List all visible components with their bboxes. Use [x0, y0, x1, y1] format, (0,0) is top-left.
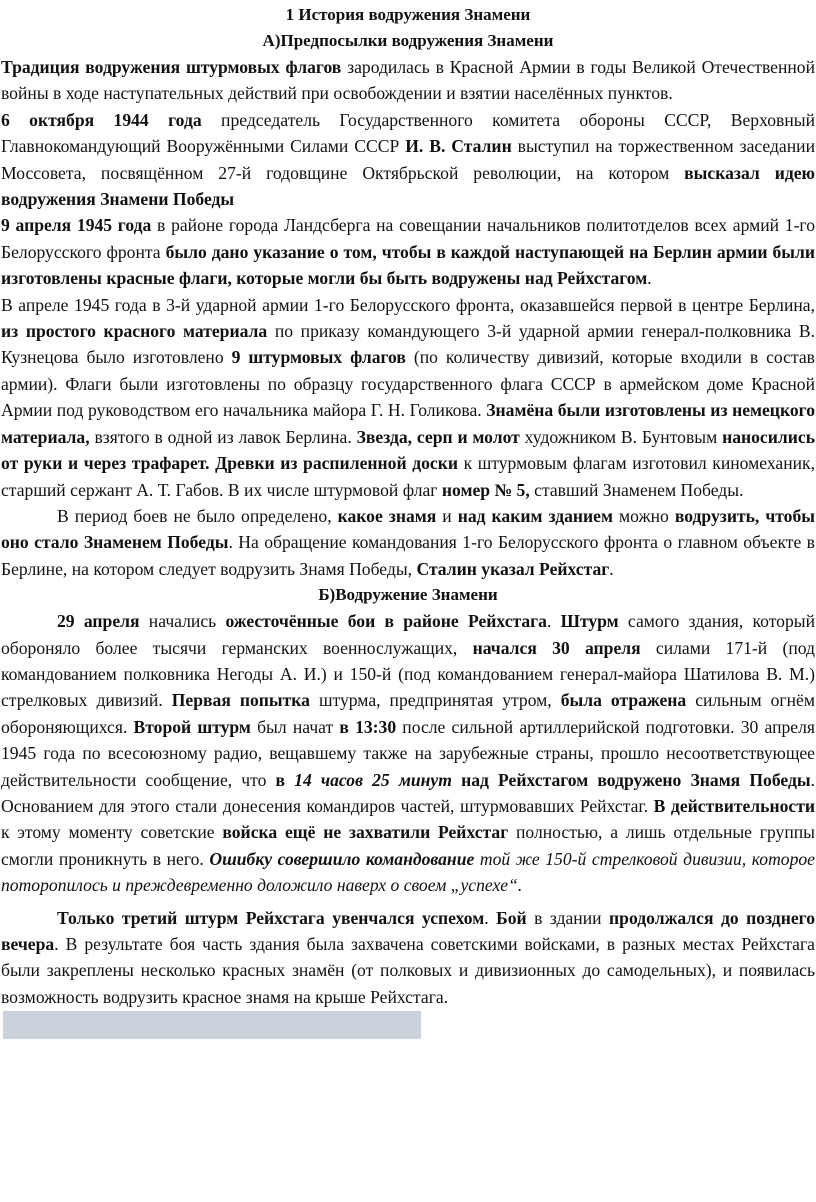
- paragraph-april-1945: 9 апреля 1945 года в районе города Ландсберга на совещании начальников политотделов всех армий 1-го Белорусского фронта было дано указание о том, чтобы в каждой наступающей на Берлин армии были изготовлены красные флаги, которые могли бы быть водружены над Рейхстагом.: [1, 215, 816, 289]
- section-a-heading: А)Предпосылки водружения Знамени: [262, 31, 554, 50]
- paragraph-third-assault: Только третий штурм Рейхстага увенчался успехом. Бой в здании продолжался до позднего вечера. В результате боя часть здания была захвачена советскими войсками, в разных местах Рейхстага были закреплены несколько красных знамён (от полковых и дивизионных до самодельных), и появилась возможность водрузить красное знамя на крыше Рейхстага.: [1, 907, 816, 1007]
- paragraph-flags-made: В апреле 1945 года в 3-й ударной армии 1-го Белорусского фронта, оказавшейся первой в центре Берлина, из простого красного материала по приказу командующего 3-й ударной армии генерал-полковника В. Кузнецова было изготовлено 9 штурмовых флагов (по количеству дивизий, которые входили в состав армии). Флаги были изготовлены по образцу государственного флага СССР в армейском доме Красной Армии под руководством его начальника майора Г. Н. Голикова. Знамёна были изготовлены из немецкого материала, взятого в одной из лавок Берлина. Звезда, серп и молот художником В. Бунтовым наносились от руки и через трафарет. Древки из распиленной доски к штурмовым флагам изготовил киномеханик, старший сержант А. Т. Габов. В их числе штурмовой флаг номер № 5, ставший Знаменем Победы.: [1, 294, 815, 500]
- paragraph-tradition: Традиция водружения штурмовых флагов зародилась в Красной Армии в годы Великой Отечественной войны в ходе наступательных действий при освобождении и взятии населённых пунктов.: [1, 57, 815, 104]
- paragraph-which-banner: В период боев не было определено, какое знамя и над каким зданием можно водрузить, чтобы оно стало Знаменем Победы. На обращение командования 1-го Белорусского фронта о главном объекте в Берлине, на котором следует водрузить Знамя Победы, Сталин указал Рейхстаг.: [1, 505, 815, 579]
- gray-placeholder-bar: [3, 1011, 421, 1039]
- paragraph-october-1944: 6 октября 1944 года председатель Государственного комитета обороны СССР, Верховный Главнокомандующий Вооружёнными Силами СССР И. В. Сталин выступил на торжественном заседании Моссовета, посвящённом 27-й годовщине Октябрьской революции, на котором высказал идею водружения Знамени Победы: [1, 109, 815, 210]
- section-b-heading: Б)Водружение Знамени: [318, 585, 498, 605]
- main-heading: 1 История водружения Знамени: [285, 5, 531, 24]
- paragraph-assault: 29 апреля начались ожесточённые бои в районе Рейхстага. Штурм самого здания, который обороняло более тысячи германских военнослужащих, начался 30 апреля силами 171-й (под командованием полковника Негоды А. И.) и 150-й (под командованием генерал-майора Шатилова В. М.) стрелковых дивизий. Первая попытка штурма, предпринятая утром, была отражена сильным огнём обороняющихся. Второй штурм был начат в 13:30 после сильной артиллерийской подготовки. 30 апреля 1945 года по всесоюзному радио, вещавшему также на зарубежные страны, прошло несоответствующее действительности сообщение, что в 14 часов 25 минут над Рейхстагом водружено Знамя Победы. Основанием для этого стали донесения командиров частей, штурмовавших Рейхстаг. В действительности к этому моменту советские войска ещё не захватили Рейхстаг полностью, а лишь отдельные группы смогли проникнуть в него. Ошибку совершило командование той же 150-й стрелковой дивизии, которое поторопилось и преждевременно доложило наверх о своем „успехе“.: [1, 611, 816, 896]
